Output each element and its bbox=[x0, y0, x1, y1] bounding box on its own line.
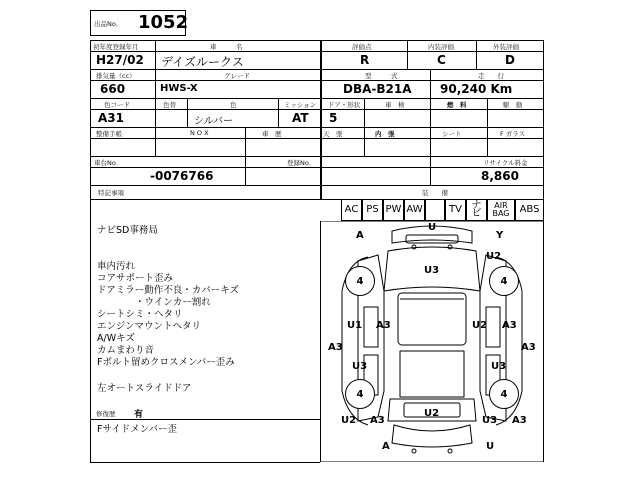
drive-label: 駆 動 bbox=[503, 101, 523, 109]
damage-mark: A3 bbox=[328, 342, 343, 353]
repair-history-label: 修復歴 bbox=[96, 410, 116, 418]
displacement: 660 bbox=[100, 82, 126, 96]
damage-mark: A3 bbox=[502, 320, 517, 331]
remarks-line-navi: ナビSD事務局 bbox=[97, 225, 158, 236]
damage-mark: U3 bbox=[491, 361, 507, 372]
remarks-door: 左オートスライドドア bbox=[97, 383, 192, 394]
damage-mark: U3 bbox=[352, 361, 368, 372]
exterior-grade: D bbox=[505, 53, 515, 67]
lot-number: 1052 bbox=[138, 12, 189, 33]
remarks-line: コアサポート歪み bbox=[97, 273, 174, 284]
damage-mark: Y bbox=[496, 230, 504, 241]
color-code-label: 色コード bbox=[104, 101, 130, 109]
interior-grade: C bbox=[437, 53, 446, 67]
equipment-abs: ABS bbox=[515, 199, 544, 221]
remarks-line: エンジンマウントヘタリ bbox=[97, 321, 202, 332]
color-label: 色 bbox=[230, 101, 237, 109]
interior-trim-label: 内 張 bbox=[375, 130, 395, 138]
mileage: 90,240 Km bbox=[440, 82, 513, 96]
grade-label: グレード bbox=[224, 72, 250, 80]
equipment-blank bbox=[425, 199, 445, 221]
damage-mark: U2 bbox=[424, 408, 440, 419]
front-glass-label: F ガラス bbox=[500, 130, 526, 138]
remarks-line: シートシミ・ヘタリ bbox=[97, 309, 183, 320]
recycle-fee: 8,860 bbox=[481, 169, 519, 183]
color-code: A31 bbox=[98, 111, 124, 125]
registration-number-label: 登録No． bbox=[287, 159, 316, 167]
equipment-pw: PW bbox=[383, 199, 404, 221]
inspection-label: 車 検 bbox=[385, 101, 405, 109]
equipment-airbag: AIR BAG bbox=[487, 199, 515, 221]
equipment-title: 装 備 bbox=[422, 189, 448, 197]
damage-mark: A3 bbox=[370, 415, 385, 426]
fuel-label: 燃 料 bbox=[447, 101, 467, 109]
remarks-line: ・ウインカー割れ bbox=[97, 297, 211, 308]
damage-mark: U3 bbox=[424, 265, 440, 276]
exterior-grade-label: 外装評価 bbox=[493, 43, 519, 51]
damage-mark: A3 bbox=[512, 415, 527, 426]
registration-year: H27/02 bbox=[96, 53, 144, 67]
remarks-title: 特記事項 bbox=[98, 189, 124, 197]
equipment-ps: PS bbox=[362, 199, 383, 221]
lot-number-label: 出品No． bbox=[94, 20, 123, 28]
mileage-label: 走 行 bbox=[478, 72, 504, 80]
interior-grade-label: 内装評価 bbox=[428, 43, 454, 51]
tire-front-right: 4 bbox=[489, 266, 519, 296]
damage-mark: U2 bbox=[341, 415, 357, 426]
seat-label: シート bbox=[442, 130, 462, 138]
mission-label: ミッション bbox=[284, 101, 317, 109]
damage-mark: A bbox=[382, 441, 390, 452]
equipment-aw: AW bbox=[404, 199, 425, 221]
tire-rear-right: 4 bbox=[489, 379, 519, 409]
ceiling-label: 天 張 bbox=[323, 130, 343, 138]
equipment-navi: ナビ bbox=[466, 199, 487, 221]
repair-history-note: Fサイドメンバー歪 bbox=[97, 424, 178, 435]
nox-label: N O X bbox=[190, 129, 209, 137]
damage-mark: A3 bbox=[376, 320, 391, 331]
car-name: デイズルークス bbox=[161, 55, 244, 69]
equipment-tv: TV bbox=[445, 199, 466, 221]
damage-mark: U2 bbox=[472, 320, 488, 331]
recycle-fee-label: リサイクル料金 bbox=[483, 159, 528, 167]
chassis-number: -0076766 bbox=[150, 169, 214, 183]
damage-mark: A bbox=[356, 230, 364, 241]
maintenance-book-label: 整備手帳 bbox=[96, 130, 122, 138]
remarks-line: カムまわり音 bbox=[97, 345, 155, 356]
color-change-label: 色替 bbox=[163, 101, 176, 109]
color: シルバー bbox=[194, 116, 234, 127]
model-code: DBA-B21A bbox=[343, 82, 412, 96]
remarks-line: Fボルト留めクロスメンバー歪み bbox=[97, 357, 235, 368]
damage-mark: U2 bbox=[486, 251, 502, 262]
equipment-ac: AC bbox=[341, 199, 362, 221]
car-name-label: 車 名 bbox=[210, 43, 243, 51]
year-label: 初年度登録年月 bbox=[93, 43, 139, 51]
mission: AT bbox=[292, 111, 309, 125]
overall-score: R bbox=[360, 53, 370, 67]
doors-label: ドア・形状 bbox=[328, 101, 361, 109]
car-history-label: 車 歴 bbox=[262, 130, 282, 138]
tire-rear-left: 4 bbox=[345, 379, 375, 409]
model-label: 型 式 bbox=[365, 72, 398, 80]
remarks-line: 車内汚れ bbox=[97, 261, 136, 272]
repair-history-value: 有 bbox=[134, 410, 144, 420]
chassis-number-label: 車台No． bbox=[94, 159, 123, 167]
score-label: 評価点 bbox=[352, 43, 372, 51]
damage-mark: U1 bbox=[347, 320, 363, 331]
grade: HWS-X bbox=[160, 83, 198, 94]
remarks-line: ドアミラー動作不良・カバーキズ bbox=[97, 285, 240, 296]
displacement-label: 排気量（cc） bbox=[96, 72, 136, 80]
doors: 5 bbox=[329, 111, 338, 125]
damage-mark: U bbox=[428, 222, 437, 233]
remarks-line: A/Wキズ bbox=[97, 333, 135, 344]
damage-mark: U bbox=[486, 441, 495, 452]
damage-mark: A3 bbox=[521, 342, 536, 353]
tire-front-left: 4 bbox=[345, 266, 375, 296]
damage-mark: U3 bbox=[482, 415, 498, 426]
